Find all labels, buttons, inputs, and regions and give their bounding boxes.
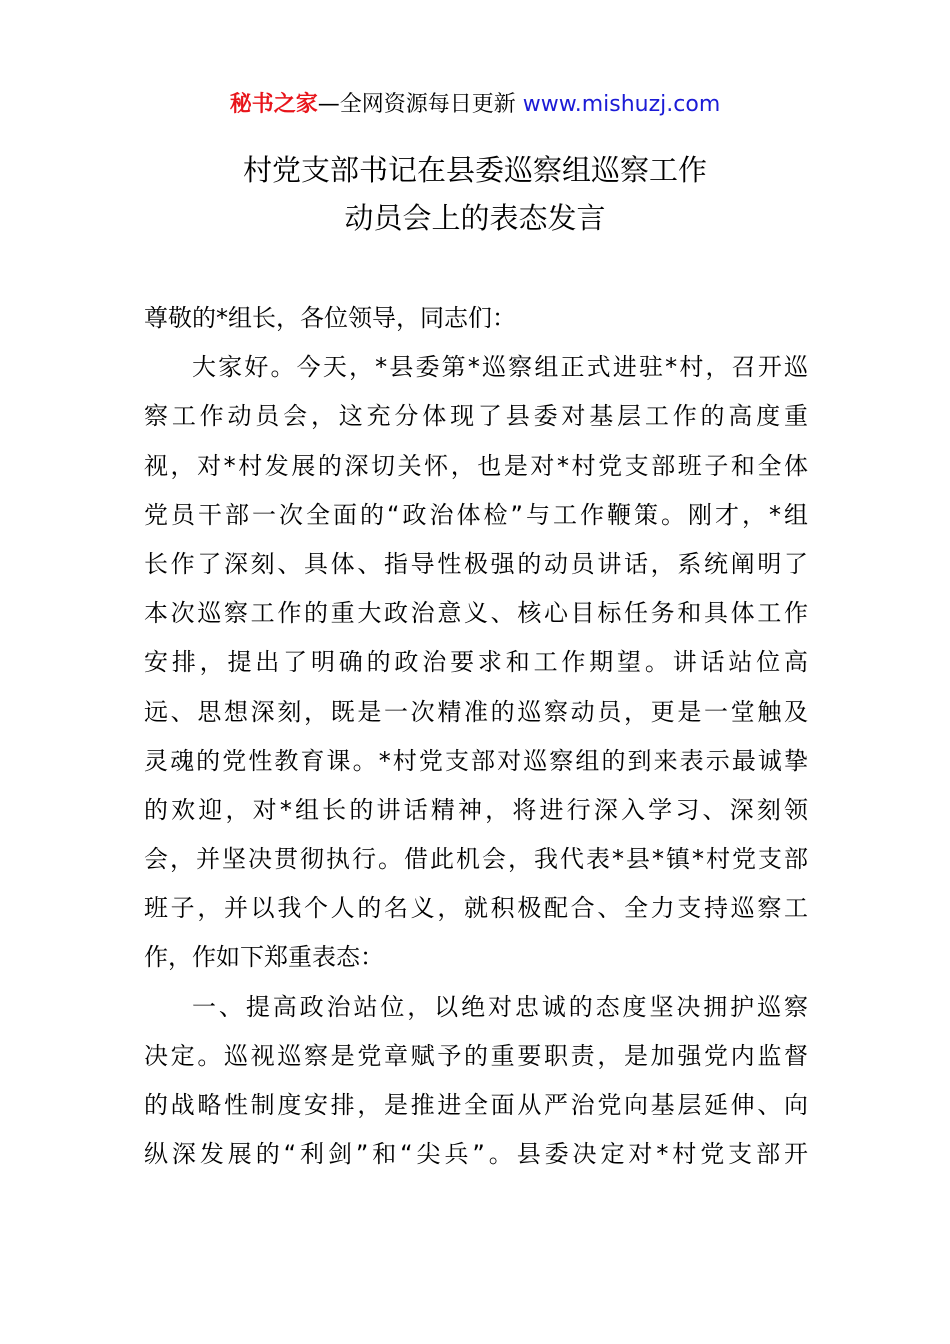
body-line: 灵魂的党性教育课。*村党支部对巡察组的到来表示最诚挚 <box>144 746 808 775</box>
body-line: 大家好。今天，*县委第*巡察组正式进驻*村，召开巡 <box>192 353 808 382</box>
site-header <box>0 88 950 122</box>
brand-name: 秘书之家 <box>229 92 318 117</box>
body-line: 安排，提出了明确的政治要求和工作期望。讲话站位高 <box>144 648 808 677</box>
title-line-2: 动员会上的表态发言 <box>344 201 606 235</box>
body-line: 纵深发展的“利剑”和“尖兵”。县委决定对*村党支部开 <box>144 1140 808 1169</box>
site-url-link[interactable]: www.mishuzj.com <box>522 92 721 117</box>
body-line: 党员干部一次全面的“政治体检”与工作鞭策。刚才，*组 <box>144 500 808 529</box>
body-line: 视，对*村发展的深切关怀，也是对*村党支部班子和全体 <box>144 451 808 480</box>
body-line: 长作了深刻、具体、指导性极强的动员讲话，系统阐明了 <box>144 549 808 578</box>
body-line: 远、思想深刻，既是一次精准的巡察动员，更是一堂触及 <box>144 697 808 726</box>
header-tagline: —全网资源每日更新 <box>317 92 516 117</box>
body-line: 会，并坚决贯彻执行。借此机会，我代表*县*镇*村党支部 <box>144 845 808 874</box>
body-line: 作，作如下郑重表态： <box>144 943 384 972</box>
body-line: 决定。巡视巡察是党章赋予的重要职责，是加强党内监督 <box>144 1041 808 1070</box>
salutation: 尊敬的*组长，各位领导，同志们： <box>144 304 516 332</box>
body-line: 班子，并以我个人的名义，就积极配合、全力支持巡察工 <box>144 894 808 923</box>
body-line: 本次巡察工作的重大政治意义、核心目标任务和具体工作 <box>144 599 808 628</box>
body-line: 察工作动员会，这充分体现了县委对基层工作的高度重 <box>144 402 808 431</box>
section-heading-line: 一、提高政治站位，以绝对忠诚的态度坚决拥护巡察 <box>192 992 808 1021</box>
document-title <box>0 146 950 242</box>
body-line: 的欢迎，对*组长的讲话精神，将进行深入学习、深刻领 <box>144 795 808 824</box>
title-line-1: 村党支部书记在县委巡察组巡察工作 <box>242 153 707 187</box>
document-body <box>144 294 808 1179</box>
body-line: 的战略性制度安排，是推进全面从严治党向基层延伸、向 <box>144 1091 808 1119</box>
